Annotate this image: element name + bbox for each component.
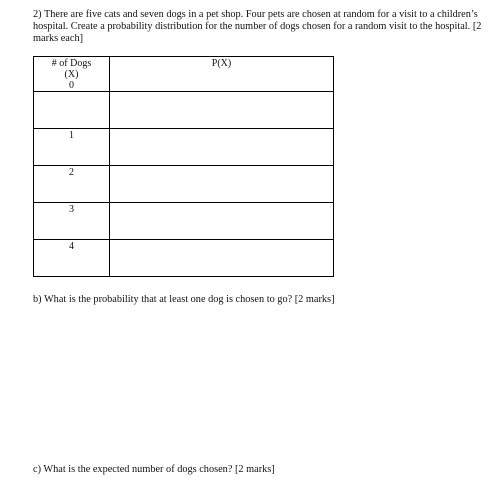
table-header-row bbox=[34, 57, 334, 92]
part-b-question: b) What is the probability that at least one dog is chosen to go? [2 marks] bbox=[33, 294, 335, 305]
x-value-2: 2 bbox=[69, 167, 74, 178]
x-cell-4 bbox=[34, 240, 110, 277]
p-cell-3[interactable] bbox=[110, 203, 334, 240]
p-cell-1[interactable] bbox=[110, 129, 334, 166]
table-row bbox=[34, 203, 334, 240]
p-cell-4[interactable] bbox=[110, 240, 334, 277]
table-row bbox=[34, 129, 334, 166]
part-c-question: c) What is the expected number of dogs chosen? [2 marks] bbox=[33, 464, 275, 475]
table-row bbox=[34, 92, 334, 129]
x-value-1: 1 bbox=[69, 130, 74, 141]
column-header-x bbox=[34, 57, 110, 92]
question-text: 2) There are five cats and seven dogs in a pet shop. Four pets are chosen at random for a visit to a children’s hospital. Create a probability distribution for the number of dogs chosen for a random visit to the hospital. [2 marks each] bbox=[33, 9, 482, 45]
column-header-x-line2: (X) bbox=[64, 69, 79, 80]
table-row bbox=[34, 240, 334, 277]
p-cell-2[interactable] bbox=[110, 166, 334, 203]
probability-distribution-table bbox=[33, 56, 334, 277]
x-cell-3 bbox=[34, 203, 110, 240]
p-cell-0[interactable] bbox=[110, 92, 334, 129]
x-value-3: 3 bbox=[69, 204, 74, 215]
x-cell-2 bbox=[34, 166, 110, 203]
column-header-p: P(X) bbox=[110, 57, 334, 92]
x-cell-1 bbox=[34, 129, 110, 166]
column-header-x-line1: # of Dogs bbox=[51, 58, 92, 69]
x-value-4: 4 bbox=[69, 241, 74, 252]
table-row bbox=[34, 166, 334, 203]
x-cell-empty bbox=[34, 92, 110, 129]
x-value-0: 0 bbox=[69, 80, 74, 91]
